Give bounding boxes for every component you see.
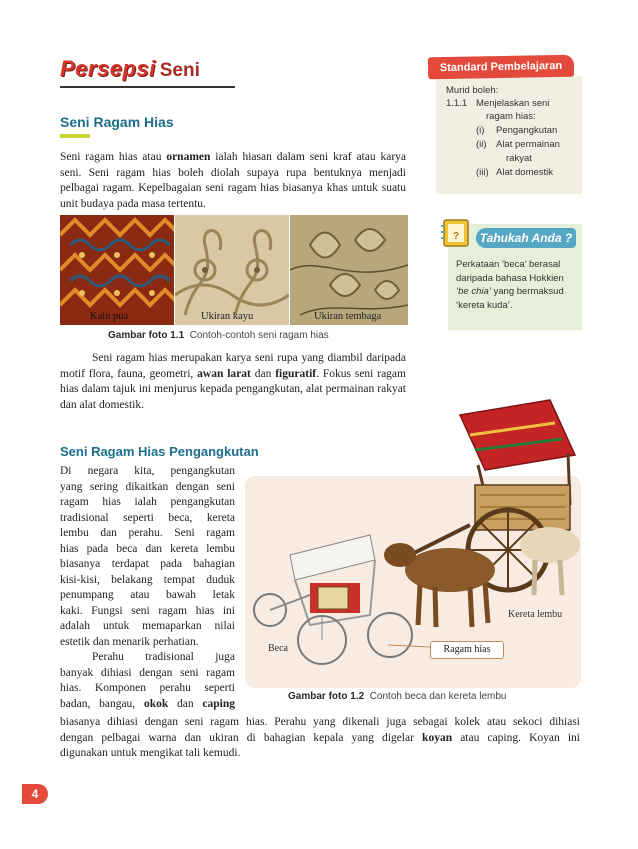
kereta-lembu-icon [384,400,580,627]
caption-text: Contoh beca dan kereta lembu [369,691,507,702]
caption-text: Contoh-contoh seni ragam hias [189,330,329,341]
standard-subitem: Alat permainan [496,139,560,150]
caption-number: Gambar foto 1.2 [288,691,365,702]
section1-paragraph: Seni ragam hias atau ornamen ialah hiasan dalam seni kraf atau karya seni. Seni ragam hias boleh diolah supaya rupa bentuknya menjadi pelbagai ragam. Kepelbagaian seni ragam hias biasanya khas untuk suatu unit budaya pada masa tertentu. [60,151,406,210]
label-kereta-lembu: Kereta lembu [508,609,563,620]
paragraph-pengangkutan: Di negara kita, pengangkutan yang sering dikaitkan dengan seni ragam hias ialah pengangkutan tradisional seperti beca, kereta lembu dan perahu. Seni ragam hias pada beca dan kereta lembu biasanya terdapat pada bahagian kisi-kisi, belakang tempat duduk penumpang atau bawah letak kaki. Fungsi seni ragam hias ini adalah untuk memaparkan nilai estetik dan menarik perhatian. Perahu tradisional juga banyak dihiasi dengan seni ragam hias. Komponen perahu seperti badan, bangau, okok dan caping [60,465,236,710]
standard-tab: Standard Pembelajaran [428,55,574,80]
kain-pua-pattern-icon [60,215,174,325]
photo-ukiran-tembaga [290,215,408,325]
standard-box [436,76,582,194]
standard-subitem: Alat domestik [496,167,554,178]
standard-subitem-num: (i) [476,125,485,136]
standard-subitem-num: (iii) [476,167,489,178]
heading-accent-bar [60,134,90,138]
book-icon [440,216,474,250]
section-heading-pengangkutan: Seni Ragam Hias Pengangkutan [60,444,259,459]
photo-label-ukiran-tembaga: Ukiran tembaga [314,311,382,322]
standard-subitem: Pengangkutan [496,125,558,136]
photo-ukiran-kayu [175,215,289,325]
caption-number: Gambar foto 1.1 [108,330,185,341]
photo-caption-1 [108,330,329,341]
term-ornamen: ornamen [166,151,211,163]
photo-label-ukiran-kayu: Ukiran kayu [201,311,254,322]
standard-item-line2: ragam hias: [486,111,536,122]
photo-caption-2 [288,691,506,702]
label-beca: Beca [268,643,288,654]
title-underline [60,86,235,88]
tahukah-title: Tahukah Anda ? [476,228,576,248]
photo-kain-pua [60,215,174,325]
title-sub: Seni [159,60,200,81]
label-ragam-hias: Ragam hias [430,641,504,659]
standard-subitem: rakyat [506,153,532,164]
page-title [60,56,200,82]
beca-kereta-lembu-illustration [250,395,585,675]
section-heading-seni-ragam-hias: Seni Ragam Hias [60,114,174,130]
title-main: Persepsi [60,56,156,81]
ukiran-kayu-pattern-icon [175,215,289,325]
page-number: 4 [22,784,48,804]
paragraph-perahu: biasanya dihiasi dengan seni ragam hias. Perahu yang dikenali juga sebagai kolek atau sekoci dihiasi dengan pelbagai warna dan ukiran di bahagian kepala yang digelar koyan atau caping. Koyan ini digunakan untuk mengikat tali kemudi. [60,716,580,759]
ukiran-tembaga-pattern-icon [290,215,408,325]
standard-item-code: 1.1.1 [446,98,468,109]
photo-label-kain-pua: Kain pua [90,311,129,322]
paragraph-ragam-hias-motif: Seni ragam hias merupakan karya seni rupa yang diambil daripada motif flora, fauna, geometri, awan larat dan figuratif. Fokus seni ragam hias dalam tajuk ini menjurus kepada pengangkutan, alat permainan rakyat dan alat domestik. [60,352,406,411]
standard-intro: Murid boleh: [446,85,499,96]
standard-subitem-num: (ii) [476,139,487,150]
standard-item-line1: Menjelaskan seni [476,98,550,109]
svg-text:?: ? [452,231,460,242]
tahukah-text: Perkataan ‘beca’ berasal daripada bahasa Hokkien ‘be chia’ yang bermaksud ‘kereta kuda’. [456,259,564,311]
